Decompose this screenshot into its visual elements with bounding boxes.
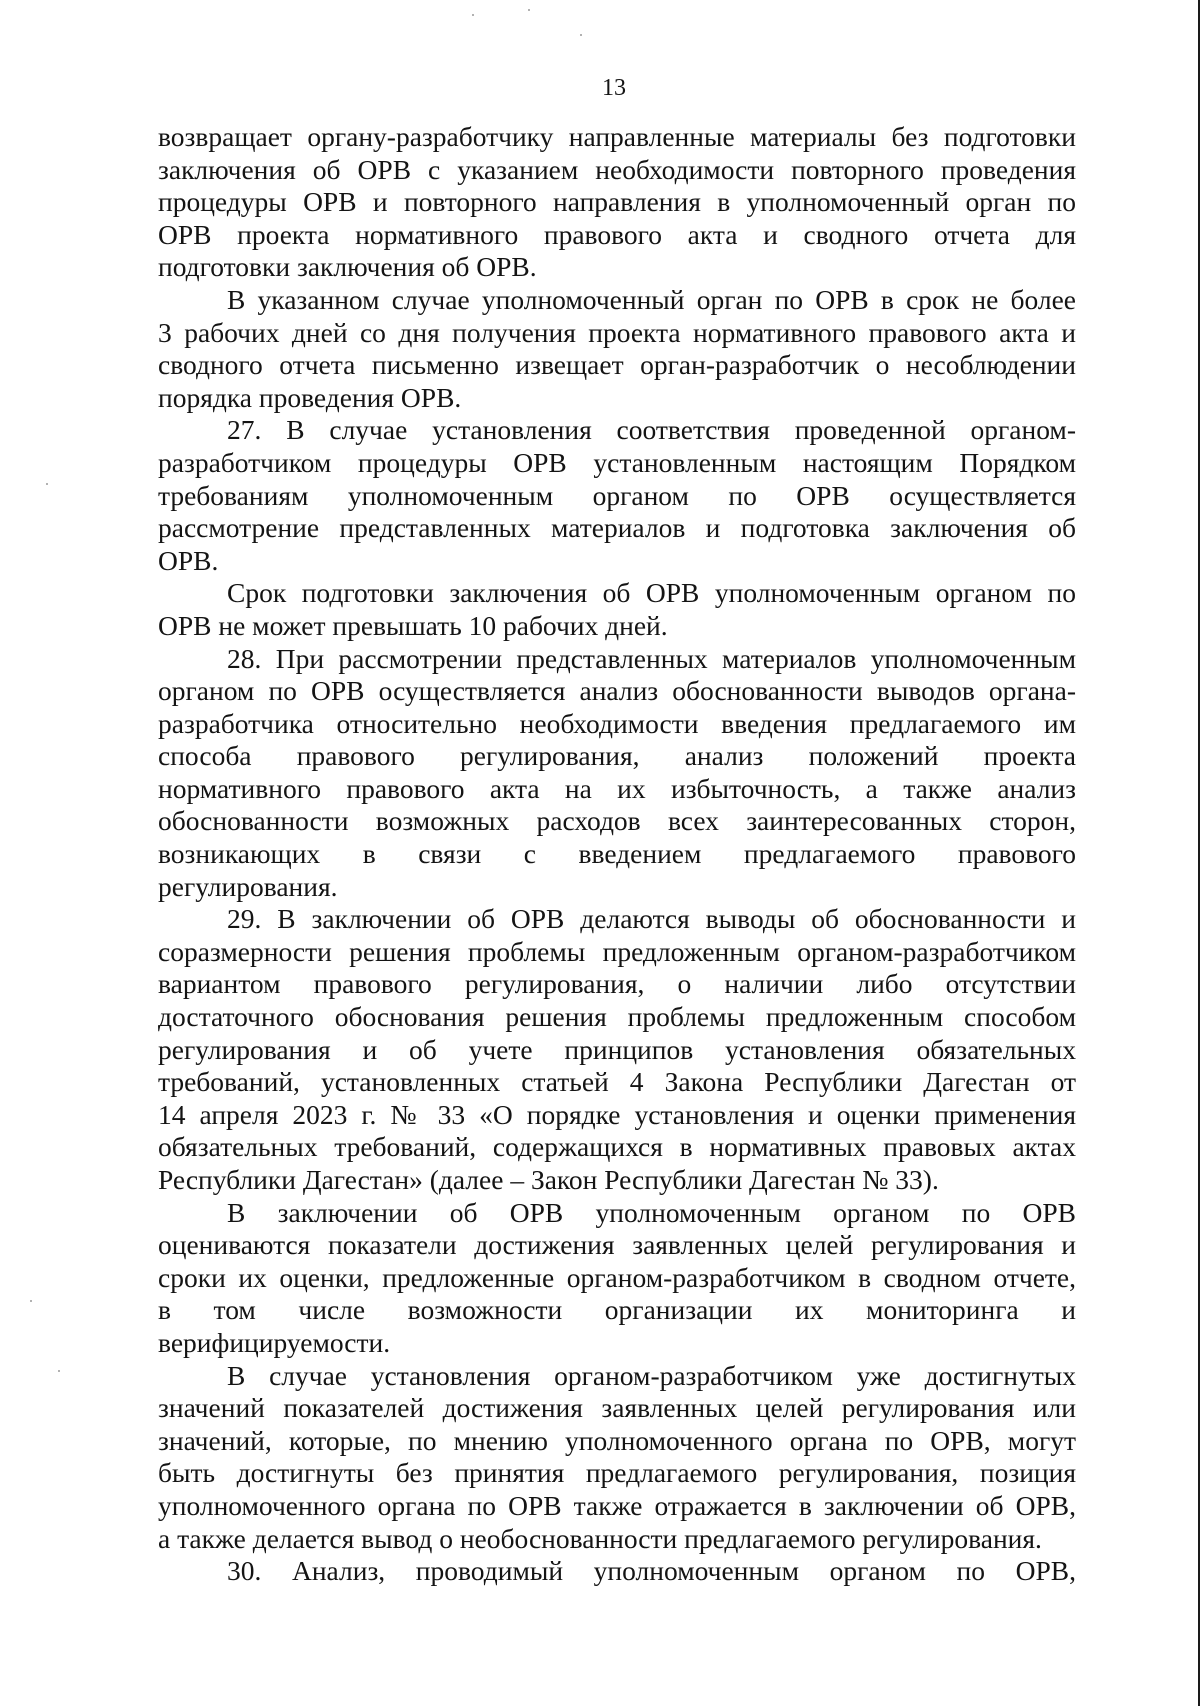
text-line: верифицируемости. xyxy=(158,1326,391,1358)
paragraph xyxy=(158,577,1076,642)
text-line: значений показателей достижения заявленных целей регулирования или xyxy=(158,1392,1076,1424)
text-line: способа правового регулирования, анализ положений проекта xyxy=(158,740,1076,772)
text-line: ОРВ. xyxy=(158,544,219,576)
text-line: уполномоченного органа по ОРВ также отражается в заключении об ОРВ, xyxy=(158,1489,1076,1521)
text-line: нормативного правового акта на их избыточность, а также анализ xyxy=(158,772,1076,804)
text-line: соразмерности решения проблемы предложенным органом-разработчиком xyxy=(158,935,1076,967)
scan-speck xyxy=(30,1300,32,1302)
scan-speck xyxy=(58,1370,60,1372)
text-line: процедуры ОРВ и повторного направления в уполномоченный орган по xyxy=(158,186,1076,218)
paragraph-item-28 xyxy=(158,643,1076,904)
text-line: 29. В заключении об ОРВ делаются выводы об обоснованности и xyxy=(227,903,1076,935)
text-line: ОРВ не может превышать 10 рабочих дней. xyxy=(158,609,668,641)
text-line: обязательных требований, содержащихся в нормативных правовых актах xyxy=(158,1131,1076,1163)
text-line: регулирования. xyxy=(158,870,338,902)
paragraph xyxy=(158,1360,1076,1556)
text-line: сводного отчета письменно извещает орган-разработчик о несоблюдении xyxy=(158,349,1076,381)
text-line: возникающих в связи с введением предлагаемого правового xyxy=(158,838,1076,870)
paragraph-item-30 xyxy=(158,1555,1076,1588)
text-line: сроки их оценки, предложенные органом-разработчиком в сводном отчете, xyxy=(158,1261,1076,1293)
paragraph xyxy=(158,284,1076,414)
text-line: разработчика относительно необходимости введения предлагаемого им xyxy=(158,707,1076,739)
text-line: Срок подготовки заключения об ОРВ уполномоченным органом по xyxy=(227,577,1076,609)
text-line: достаточного обоснования решения проблемы предложенным способом xyxy=(158,1001,1076,1033)
scan-speck xyxy=(472,14,474,16)
text-line: Республики Дагестан» (далее – Закон Республики Дагестан № 33). xyxy=(158,1164,939,1195)
text-line: 3 рабочих дней со дня получения проекта нормативного правового акта и xyxy=(158,316,1076,348)
text-line: 27. В случае установления соответствия проведенной органом- xyxy=(227,414,1076,446)
text-line: 14 апреля 2023 г. № 33 «О порядке установления и оценки применения xyxy=(158,1098,1076,1130)
text-line: 28. При рассмотрении представленных материалов уполномоченным xyxy=(227,642,1076,674)
text-line: разработчиком процедуры ОРВ установленным настоящим Порядком xyxy=(158,446,1076,478)
paragraph-item-29 xyxy=(158,903,1076,1196)
text-line: подготовки заключения об ОРВ. xyxy=(158,251,537,283)
scan-speck xyxy=(528,9,530,11)
text-line: требованиям уполномоченным органом по ОРВ осуществляется xyxy=(158,479,1076,511)
text-line: В указанном случае уполномоченный орган по ОРВ в срок не более xyxy=(227,283,1076,315)
text-line: а также делается вывод о необоснованности предлагаемого регулирования. xyxy=(158,1522,1042,1554)
text-line: в том числе возможности организации их мониторинга и xyxy=(158,1294,1076,1326)
page-number: 13 xyxy=(602,75,626,101)
text-line: органом по ОРВ осуществляется анализ обоснованности выводов органа- xyxy=(158,675,1076,707)
text-line: возвращает органу-разработчику направленные материалы без подготовки xyxy=(158,121,1076,152)
text-line: заключения об ОРВ с указанием необходимости повторного проведения xyxy=(158,153,1076,185)
paragraph xyxy=(158,1197,1076,1360)
text-line: В заключении об ОРВ уполномоченным органом по ОРВ xyxy=(227,1196,1076,1228)
text-line: 30. Анализ, проводимый уполномоченным органом по ОРВ, xyxy=(227,1555,1076,1587)
text-line: В случае установления органом-разработчиком уже достигнутых xyxy=(227,1359,1076,1391)
text-line: требований, установленных статьей 4 Закона Республики Дагестан от xyxy=(158,1066,1076,1098)
text-line: порядка проведения ОРВ. xyxy=(158,381,462,413)
scan-speck xyxy=(580,34,582,36)
text-line: обоснованности возможных расходов всех заинтересованных сторон, xyxy=(158,805,1076,837)
document-body xyxy=(158,121,1076,1588)
scan-speck xyxy=(46,483,48,485)
text-line: регулирования и об учете принципов установления обязательных xyxy=(158,1033,1076,1065)
text-line: быть достигнуты без принятия предлагаемого регулирования, позиция xyxy=(158,1457,1076,1489)
text-line: ОРВ проекта нормативного правового акта и сводного отчета для xyxy=(158,218,1076,250)
text-line: оцениваются показатели достижения заявленных целей регулирования и xyxy=(158,1229,1076,1261)
paragraph-item-27 xyxy=(158,414,1076,577)
text-line: вариантом правового регулирования, о наличии либо отсутствии xyxy=(158,968,1076,1000)
text-line: рассмотрение представленных материалов и подготовка заключения об xyxy=(158,512,1076,544)
text-line: значений, которые, по мнению уполномоченного органа по ОРВ, могут xyxy=(158,1424,1076,1456)
paragraph-continuation xyxy=(158,121,1076,284)
